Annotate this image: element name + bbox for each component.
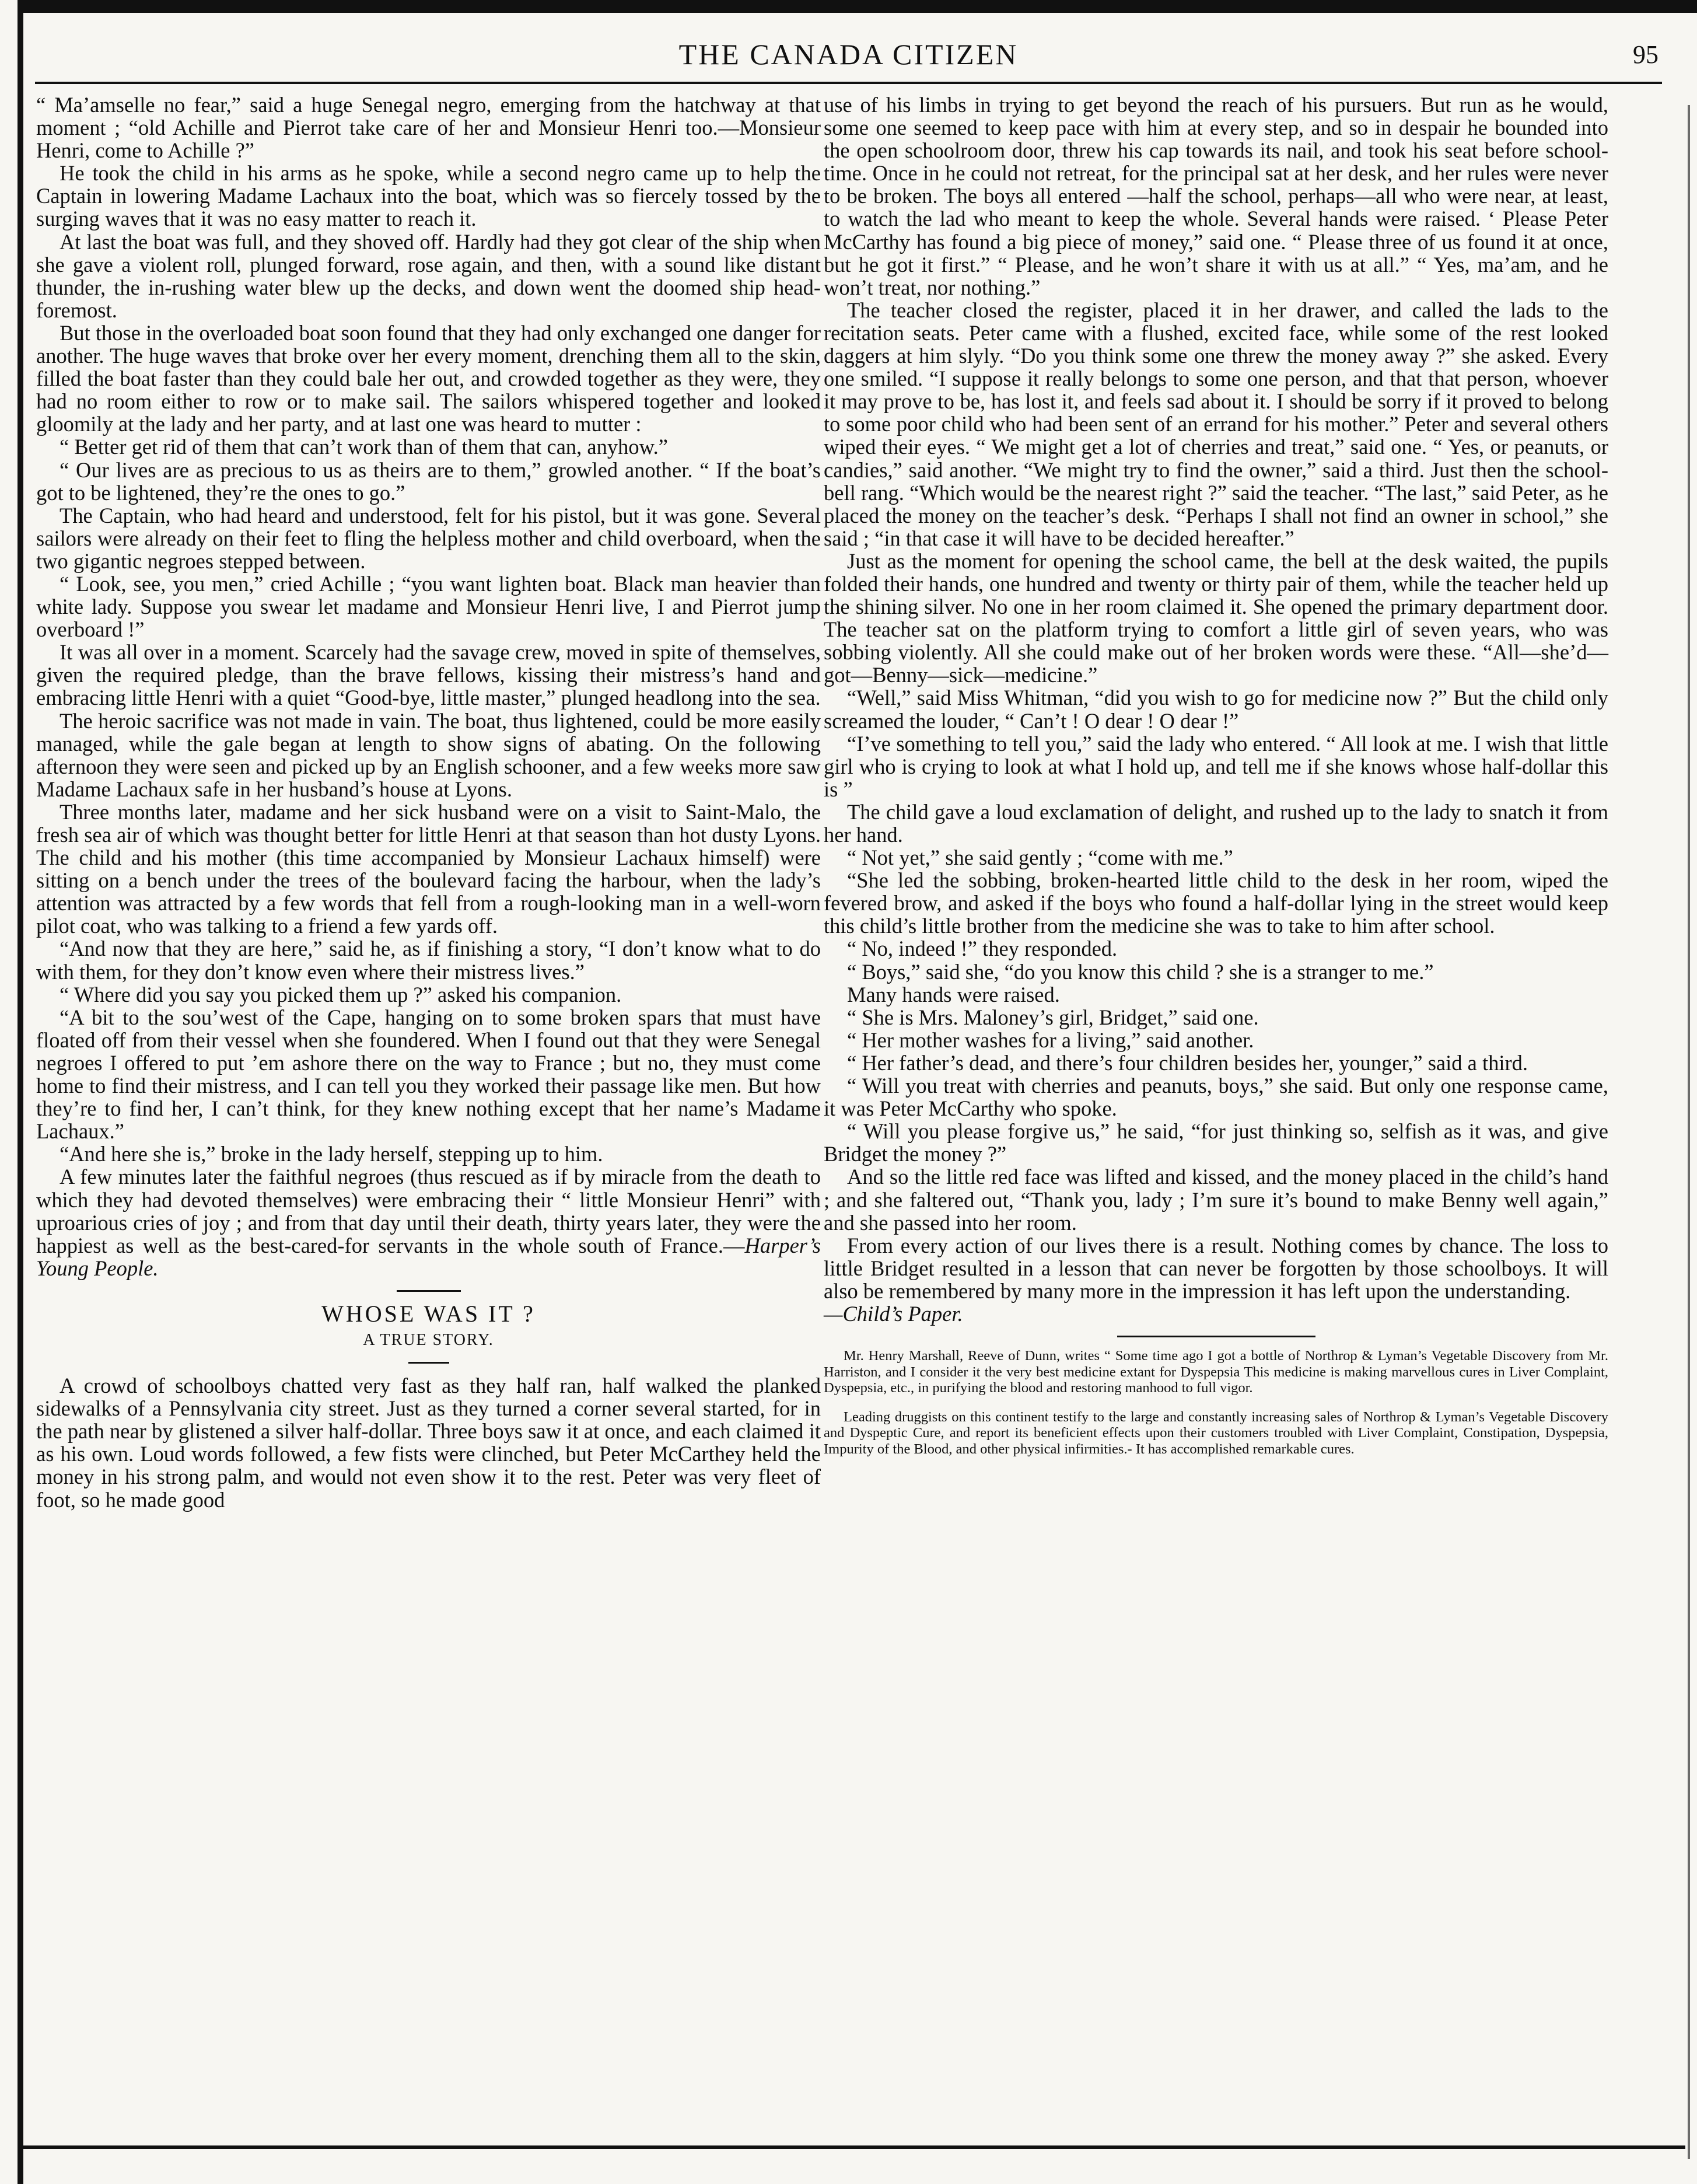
paragraph: “ Will you please forgive us,” he said, “for just thinking so, selfish as it was, and give Bridget the money ?” [824,1119,1608,1166]
page-number: 95 [1633,40,1658,69]
paragraph: He took the child in his arms as he spoke, while a second negro came up to help the Captain in lowering Madame Lachaux into the boat, which was so fiercely tossed by the surging waves that it was no easy matter to reach it. [36,161,821,231]
paragraph: A crowd of schoolboys chatted very fast as they half ran, half walked the planked sidewalks of a Pennsylvania city street. Just as they turned a corner several started, for in the path near by glistened a silver half-dollar. Three boys saw it at once, and each claimed it as his own. Loud words followed, a few fists were clinched, but Peter McCarthey held the money in his strong palm, and would not even show it to the rest. Peter was very fleet of foot, so he made good [36,1374,821,1512]
paragraph: “ Look, see, you men,” cried Achille ; “you want lighten boat. Black man heavier than white lady. Suppose you swear let madame and Monsieur Henri live, I and Pierrot jump overboard !” [36,571,821,642]
paragraph: “ She is Mrs. Maloney’s girl, Bridget,” said one. [847,1005,1259,1029]
paragraph: The heroic sacrifice was not made in vain. The boat, thus lightened, could be more easily managed, while the gale began at length to show signs of abating. On the following afternoon they were seen and picked up by an English schooner, and a few weeks more saw Madame Lachaux safe in her husband’s house at Lyons. [36,708,821,801]
article-title: WHOSE WAS IT ? [321,1300,536,1327]
paragraph: “ Her mother washes for a living,” said another. [847,1028,1254,1052]
paragraph: And so the little red face was lifted and kissed, and the money placed in the child’s hand ; and she faltered out, “Thank you, lady ; I’m sure it’s bound to make Benny well again,” and she passed into her room. [824,1165,1608,1235]
paragraph: “ Our lives are as precious to us as theirs are to them,” growled another. “ If the boat’s got to be lightened, they’re the ones to go.” [36,457,821,505]
paragraph-with-attribution [36,1165,821,1279]
advertisement [824,1348,1608,1457]
paragraph: Just as the moment for opening the school came, the bell at the desk waited, the pupils folded their hands, one hundred and twenty or thirty pair of them, while the teacher held up the shining silver. No one in her room claimed it. She opened the primary department door. The teacher sat on the platform trying to comfort a little girl of seven years, who was sobbing violently. All she could make out of her broken words were these. “All—she’d—got—Benny—sick—medicine.” [824,548,1608,687]
subtitle-separator [408,1362,449,1364]
left-border-rule [18,0,23,2184]
paragraph: At last the boat was full, and they shoved off. Hardly had they got clear of the ship when she gave a violent roll, plunged forward, rose again, and then, with a sound like distant thunder, the in-rushing water blew up the decks, and down went the doomed ship head-foremost. [36,229,821,322]
left-column [36,93,821,1920]
attribution: Harper’s Young People. [36,1233,821,1280]
paragraph: “Well,” said Miss Whitman, “did you wish to go for medicine now ?” But the child only screamed the louder, “ Can’t ! O dear ! O dear !” [824,686,1608,733]
paragraph: “I’ve something to tell you,” said the lady who entered. “ All look at me. I wish that little girl who is crying to look at what I hold up, and tell me if she knows whose half-dollar this is ” [824,731,1608,801]
paragraph: The child gave a loud exclamation of delight, and rushed up to the lady to snatch it from her hand. [824,799,1608,847]
paragraph: “ Her father’s dead, and there’s four children besides her, younger,” said a third. [847,1050,1528,1075]
paragraph: “And now that they are here,” said he, as if finishing a story, “I don’t know what to do with them, for they don’t know even where their mistress lives.” [36,937,821,984]
masthead-title: THE CANADA CITIZEN [678,38,1019,71]
top-border-rule [18,0,1697,13]
article-separator [397,1290,461,1292]
paragraph: The Captain, who had heard and understood, felt for his pistol, but it was gone. Several sailors were already on their feet to fling the helpless mother and child overboard, when the two gigantic negroes stepped between. [36,503,821,573]
paragraph: “ Not yet,” she said gently ; “come with me.” [847,845,1233,870]
ad-paragraph: Mr. Henry Marshall, Reeve of Dunn, writes “ Some time ago I got a bottle of Northrop & Lyman’s Vegetable Discovery from Mr. Harriston, and I consider it the very best medicine extant for Dyspepsia This medicine is making marvellous cures in Liver Complaint, Dyspepsia, etc., in purifying the blood and restoring manhood to full vigor. [824,1348,1608,1396]
paragraph: “ Where did you say you picked them up ?” asked his companion. [60,982,622,1007]
paragraph: “ Ma’amselle no fear,” said a huge Senegal negro, emerging from the hatchway at that moment ; “old Achille and Pierrot take care of her and Monsieur Henri too.—Monsieur Henri, come to Achille ?” [36,93,821,163]
paragraph: “She led the sobbing, broken-hearted little child to the desk in her room, wiped the fevered brow, and asked if the boys who found a half-dollar lying in the street would keep this child’s little brother from the medicine she was to take to him after school. [824,868,1608,938]
bottom-border-rule [18,2145,1685,2149]
paragraph: use of his limbs in trying to get beyond the reach of his pursuers. But run as he would, some one seemed to keep pace with him at every step, and so in despair he bounded into the open schoolroom door, threw his cap towards its nail, and took his seat before school-time. Once in he could not retreat, for the principal sat at her desk, and her rules were never to be broken. The boys all entered —half the school, perhaps—all who were near, at least, to watch the lad who meant to keep the whole. Several hands were raised. ‘ Please Peter McCarthy has found a big piece of money,” said one. “ Please three of us found it at once, but he got it first.” “ Please, and he won’t share it with us at all.” “ Yes, ma’am, and he won’t treat, nor nothing.” [824,93,1608,299]
right-column [824,93,1608,1832]
paragraph: “ Will you treat with cherries and peanuts, boys,” she said. But only one response came, it was Peter McCarthy who spoke. [824,1074,1608,1121]
paragraph: “ Boys,” said she, “do you know this child ? she is a stranger to me.” [847,959,1434,984]
ad-paragraph: Leading druggists on this continent testify to the large and constantly increasing sales of Northrop & Lyman’s Vegetable Discovery and Dyspeptic Cure, and report its beneficient effects upon their customers troubled with Liver Complaint, Constipation, Dyspepsia, Impurity of the Blood, and other physical infirmities.- It has accomplished remarkable cures. [824,1409,1608,1457]
paragraph: But those in the overloaded boat soon found that they had only exchanged one danger for another. The huge waves that broke over her every moment, drenching them all to the skin, filled the boat faster than they could bale her out, and crowded together as they were, they had no room either to row or to make sail. The sailors whispered together and looked gloomily at the lady and her party, and at last one was heard to mutter : [36,320,821,436]
paragraph: Three months later, madame and her sick husband were on a visit to Saint-Malo, the fresh sea air of which was thought better for little Henri at that season than hot dusty Lyons. The child and his mother (this time accompanied by Monsieur Lachaux himself) were sitting on a bench under the trees of the boulevard facing the harbour, when the lady’s attention was attracted by a few words that fell from a rough-looking man in a well-worn pilot coat, who was talking to a friend a few yards off. [36,799,821,938]
ad-separator [1117,1336,1315,1337]
page-header [35,35,1662,84]
paragraph: It was all over in a moment. Scarcely had the savage crew, moved in spite of themselves, given the required pledge, than the brave fellows, kissing their mistress’s hand and embracing little Henri with a quiet “Good-bye, little master,” plunged headlong into the sea. [36,640,821,710]
paragraph: “ No, indeed !” they responded. [847,937,1118,961]
right-border-rule [1688,105,1690,2159]
paragraph: “A bit to the sou’west of the Cape, hanging on to some broken spars that must have floated off from their vessel when she foundered. When I found out that they were Senegal negroes I offered to put ’em ashore there on the way to France ; but no, they must come home to find their mistress, and I can tell you they worked their passage like men. But how they’re to find her, I can’t think, for they knew nothing except that her name’s Madame Lachaux.” [36,1005,821,1144]
paragraph: “ Better get rid of them that can’t work than of them that can, anyhow.” [60,435,668,459]
paragraph: From every action of our lives there is a result. Nothing comes by chance. The loss to little Bridget resulted in a lesson that can never be forgotten by those schoolboys. It will also be remembered by many more in the impression it has left upon the understanding. [824,1233,1608,1303]
paragraph: Many hands were raised. [847,982,1060,1007]
paragraph: “And here she is,” broke in the lady herself, stepping up to him. [60,1142,603,1166]
paragraph: The teacher closed the register, placed it in her drawer, and called the lads to the recitation seats. Peter came with a flushed, excited face, while some of the rest looked daggers at him slyly. “Do you think some one threw the money away ?” she asked. Every one smiled. “I suppose it really belongs to some one person, and that that person, whoever it may prove to be, has lost it, and feels sad about it. I should be sorry if it proved to belong to some poor child who had been sent of an errand for his mother.” Peter and several others wiped their eyes. “ We might get a lot of cherries and treat,” said one. “ Yes, or peanuts, or candies,” said another. “We might try to find the owner,” said a third. Just then the school-bell rang. “Which would be the nearest right ?” said the teacher. “The last,” said Peter, as he placed the money on the teacher’s desk. “Perhaps I shall not find an owner in school,” she said ; “in that case it will have to be decided hereafter.” [824,298,1608,550]
attribution: —Child’s Paper. [824,1301,963,1326]
paragraph-text: A few minutes later the faithful negroes (thus rescued as if by miracle from the death to which they had devoted themselves) were embracing their “ little Monsieur Henri” with uproarious cries of joy ; and from that day until their death, thirty years later, they were the happiest as well as the best-cared-for servants in the whole south of France.— [36,1165,821,1257]
article-subtitle: A TRUE STORY. [363,1330,494,1349]
